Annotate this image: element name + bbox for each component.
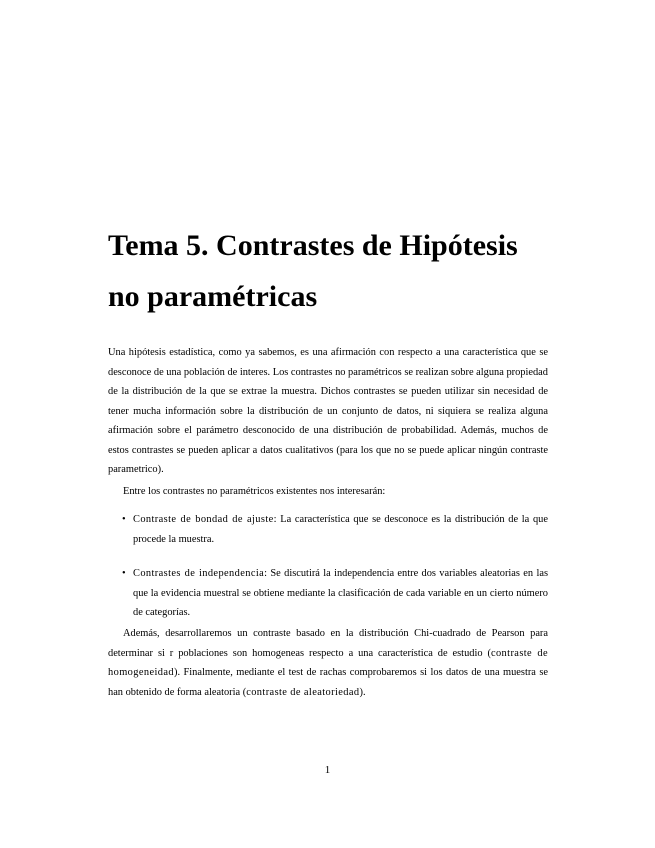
closing-text-1: Además, desarrollaremos un contraste basado en la distribución Chi-cuadrado de Pearson para determinar si r poblaciones son homogeneas respecto a una característica de estudio ( bbox=[108, 628, 548, 659]
closing-text-3: ). bbox=[359, 686, 366, 698]
term-randomness: contraste de aleatoriedad bbox=[246, 686, 360, 698]
definition-goodness-of-fit: : La característica que se desconoce es la distribución de la que procede la muestra. bbox=[133, 514, 548, 545]
closing-text-2: ). Finalmente, mediante el test de rachas comprobaremos si los datos de una muestra se han obtenido de forma aleatoria ( bbox=[108, 667, 548, 698]
page-number: 1 bbox=[324, 764, 331, 776]
term-goodness-of-fit: Contraste de bondad de ajuste bbox=[133, 514, 274, 525]
bullet-icon: • bbox=[122, 568, 126, 579]
chapter-title bbox=[108, 220, 568, 322]
chapter-title-line-2: no paramétricas bbox=[108, 280, 318, 313]
term-independence: Contrastes de independencia bbox=[133, 568, 265, 579]
contrasts-lead-in: Entre los contrastes no paramétricos existentes nos interesarán: bbox=[123, 486, 386, 497]
closing-paragraph bbox=[108, 624, 548, 702]
chapter-title-line-1: Tema 5. Contrastes de Hipótesis bbox=[108, 229, 518, 262]
term-homogeneity: contraste de homogeneidad bbox=[108, 647, 549, 678]
bullet-icon: • bbox=[122, 514, 126, 525]
intro-paragraph: Una hipótesis estadística, como ya sabemos, es una afirmación con respecto a una característica que se desconoce de una población de interes. Los contrastes no paramétricos se realizan sobre alguna propiedad de la distribución de la que se extrae la muestra. Dichos contrastes se pueden utilizar sin necesidad de tener mucha información sobre la distribución de un conjunto de datos, ni siquiera se realiza alguna afirmación sobre el parámetro desconocido de una distribución de probabilidad. Además, muchos de estos contrastes se pueden aplicar a datos cualitativos (para los que no se puede aplicar ningún contraste parametrico). bbox=[108, 347, 548, 475]
list-item-independence bbox=[108, 564, 548, 623]
definition-independence: : Se discutirá la independencia entre dos variables aleatorias en las que la evidencia muestral se obtiene mediante la clasificación de cada variable en un cierto número de categorías. bbox=[133, 568, 548, 618]
contrast-types-list bbox=[108, 510, 548, 623]
list-item-goodness-of-fit bbox=[108, 510, 548, 549]
